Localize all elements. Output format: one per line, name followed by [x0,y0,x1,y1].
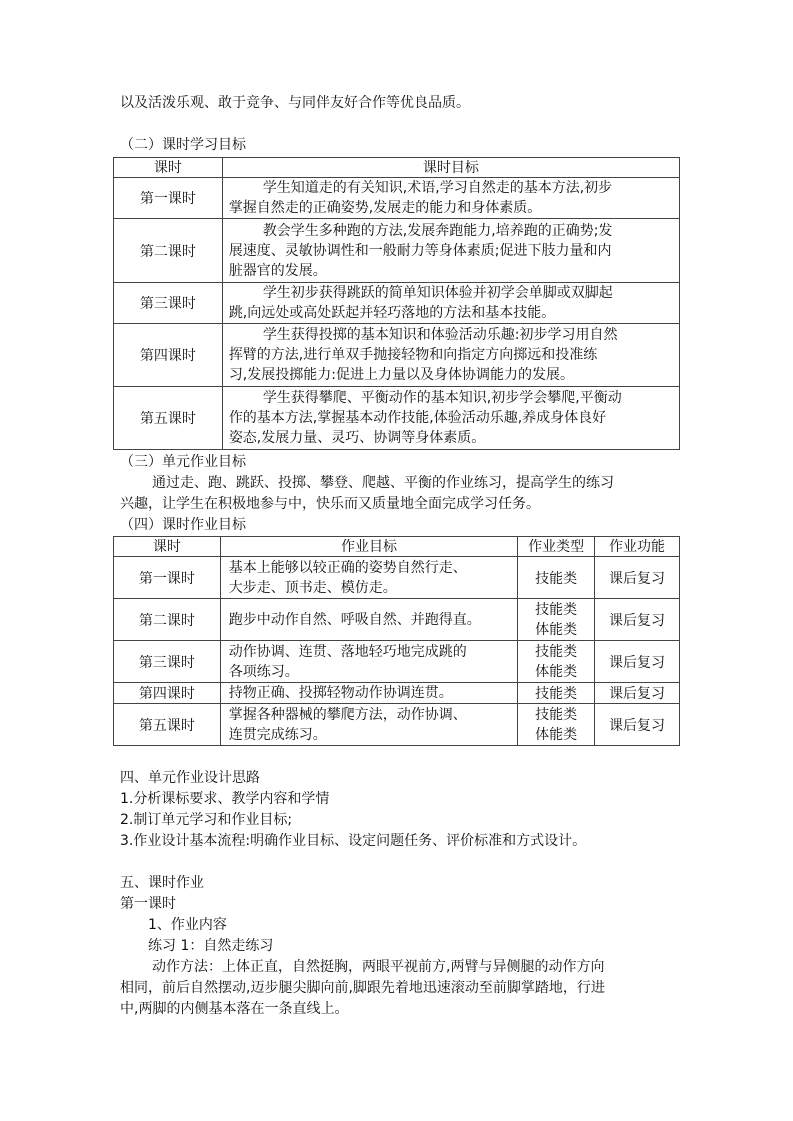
section3-paragraph-line1: 通过走、跑、跳跃、投掷、攀登、爬越、平衡的作业练习，提高学生的练习 [152,475,614,491]
type-cell: 技能类 [518,683,595,704]
goal-cell: 基本上能够以较正确的姿势自然行走、 大步走、顶书走、模仿走。 [220,557,517,599]
section4-heading: （四）课时作业目标 [120,517,246,533]
lesson-cell: 第一课时 [114,557,221,599]
lesson-cell: 第三课时 [114,283,223,324]
function-cell: 课后复习 [595,683,680,704]
objective-cell: 教会学生多种跑的方法,发展奔跑能力,培养跑的正确势;发 展速度、灵敏协调性和一般耐力等身体素质;促进下肢力量和内 脏器官的发展。 [222,219,679,283]
homework-objectives-table [113,536,680,746]
col-header-type: 作业类型 [518,537,595,557]
section2-heading: （二）课时学习目标 [120,137,246,153]
table-row [114,387,680,450]
lesson-cell: 第五课时 [114,704,221,746]
lesson-cell: 第四课时 [114,683,221,704]
function-cell: 课后复习 [595,704,680,746]
part5-method-line2: 相同，前后自然摆动,迈步腿尖脚向前,脚跟先着地迅速滚动至前脚掌踏地，行进 [120,980,605,996]
type-cell: 技能类 体能类 [518,641,595,683]
type-cell: 技能类 [518,557,595,599]
table-header-row [114,537,680,557]
table-row [114,324,680,387]
objective-cell: 学生知道走的有关知识,术语,学习自然走的基本方法,初步 掌握自然走的正确姿势,发展走的能力和身体素质。 [222,178,679,219]
function-cell: 课后复习 [595,599,680,641]
table-row [114,178,680,219]
objective-cell: 学生获得投掷的基本知识和体验活动乐趣:初步学习用自然 挥臂的方法,进行单双手抛接轻物和向指定方向掷远和投准练 习,发展投掷能力:促进上力量以及身体协调能力的发展。 [222,324,679,387]
function-cell: 课后复习 [595,557,680,599]
objective-cell: 学生初步获得跳跃的简单知识体验并初学会单脚或双脚起 跳,向远处或高处跃起并轻巧落地的方法和基本技能。 [222,283,679,324]
part4-item-2: 2.制订单元学习和作业目标; [120,812,293,828]
lesson-cell: 第一课时 [114,178,223,219]
col-header-goal: 作业目标 [220,537,517,557]
goal-cell: 跑步中动作自然、呼吸自然、并跑得直。 [220,599,517,641]
table-row [114,683,680,704]
part5-subheading: 1、作业内容 [148,917,227,933]
part4-item-1: 1.分析课标要求、教学内容和学情 [120,791,330,807]
table-header-row [114,158,680,178]
part5-heading: 五、课时作业 [120,875,204,891]
goal-cell: 掌握各种器械的攀爬方法，动作协调、 连贯完成练习。 [220,704,517,746]
part5-exercise-title: 练习 1：自然走练习 [148,938,274,954]
type-cell: 技能类 体能类 [518,599,595,641]
table-row [114,704,680,746]
col-header-objective: 课时目标 [222,158,679,178]
col-header-function: 作业功能 [595,537,680,557]
lesson-cell: 第二课时 [114,599,221,641]
table-row [114,599,680,641]
col-header-lesson: 课时 [114,537,221,557]
table-row [114,641,680,683]
col-header-lesson: 课时 [114,158,223,178]
table-row [114,283,680,324]
part4-item-3: 3.作业设计基本流程:明确作业目标、设定问题任务、评价标准和方式设计。 [120,833,587,849]
lesson-cell: 第二课时 [114,219,223,283]
part5-method-line1: 动作方法：上体正直，自然挺胸，两眼平视前方,两臂与异侧腿的动作方向 [152,959,605,975]
objective-cell: 学生获得攀爬、平衡动作的基本知识,初步学会攀爬,平衡动 作的基本方法,掌握基本动作技能,体验活动乐趣,养成身体良好 姿态,发展力量、灵巧、协调等身体素质。 [222,387,679,450]
lesson-cell: 第三课时 [114,641,221,683]
goal-cell: 持物正确、投掷轻物动作协调连贯。 [220,683,517,704]
lesson-cell: 第四课时 [114,324,223,387]
goal-cell: 动作协调、连贯、落地轻巧地完成跳的 各项练习。 [220,641,517,683]
part5-method-line3: 中,两脚的内侧基本落在一条直线上。 [120,1001,349,1017]
section3-heading: （三）单元作业目标 [120,454,246,470]
section3-paragraph-line2: 兴趣，让学生在积极地参与中，快乐而又质量地全面完成学习任务。 [120,496,540,512]
intro-line: 以及活泼乐观、敢于竞争、与同伴友好合作等优良品质。 [120,95,470,111]
part4-heading: 四、单元作业设计思路 [120,770,260,786]
part5-lesson-title: 第一课时 [120,896,176,912]
type-cell: 技能类 体能类 [518,704,595,746]
function-cell: 课后复习 [595,641,680,683]
table-row [114,557,680,599]
lesson-cell: 第五课时 [114,387,223,450]
lesson-objectives-table [113,157,680,450]
table-row [114,219,680,283]
